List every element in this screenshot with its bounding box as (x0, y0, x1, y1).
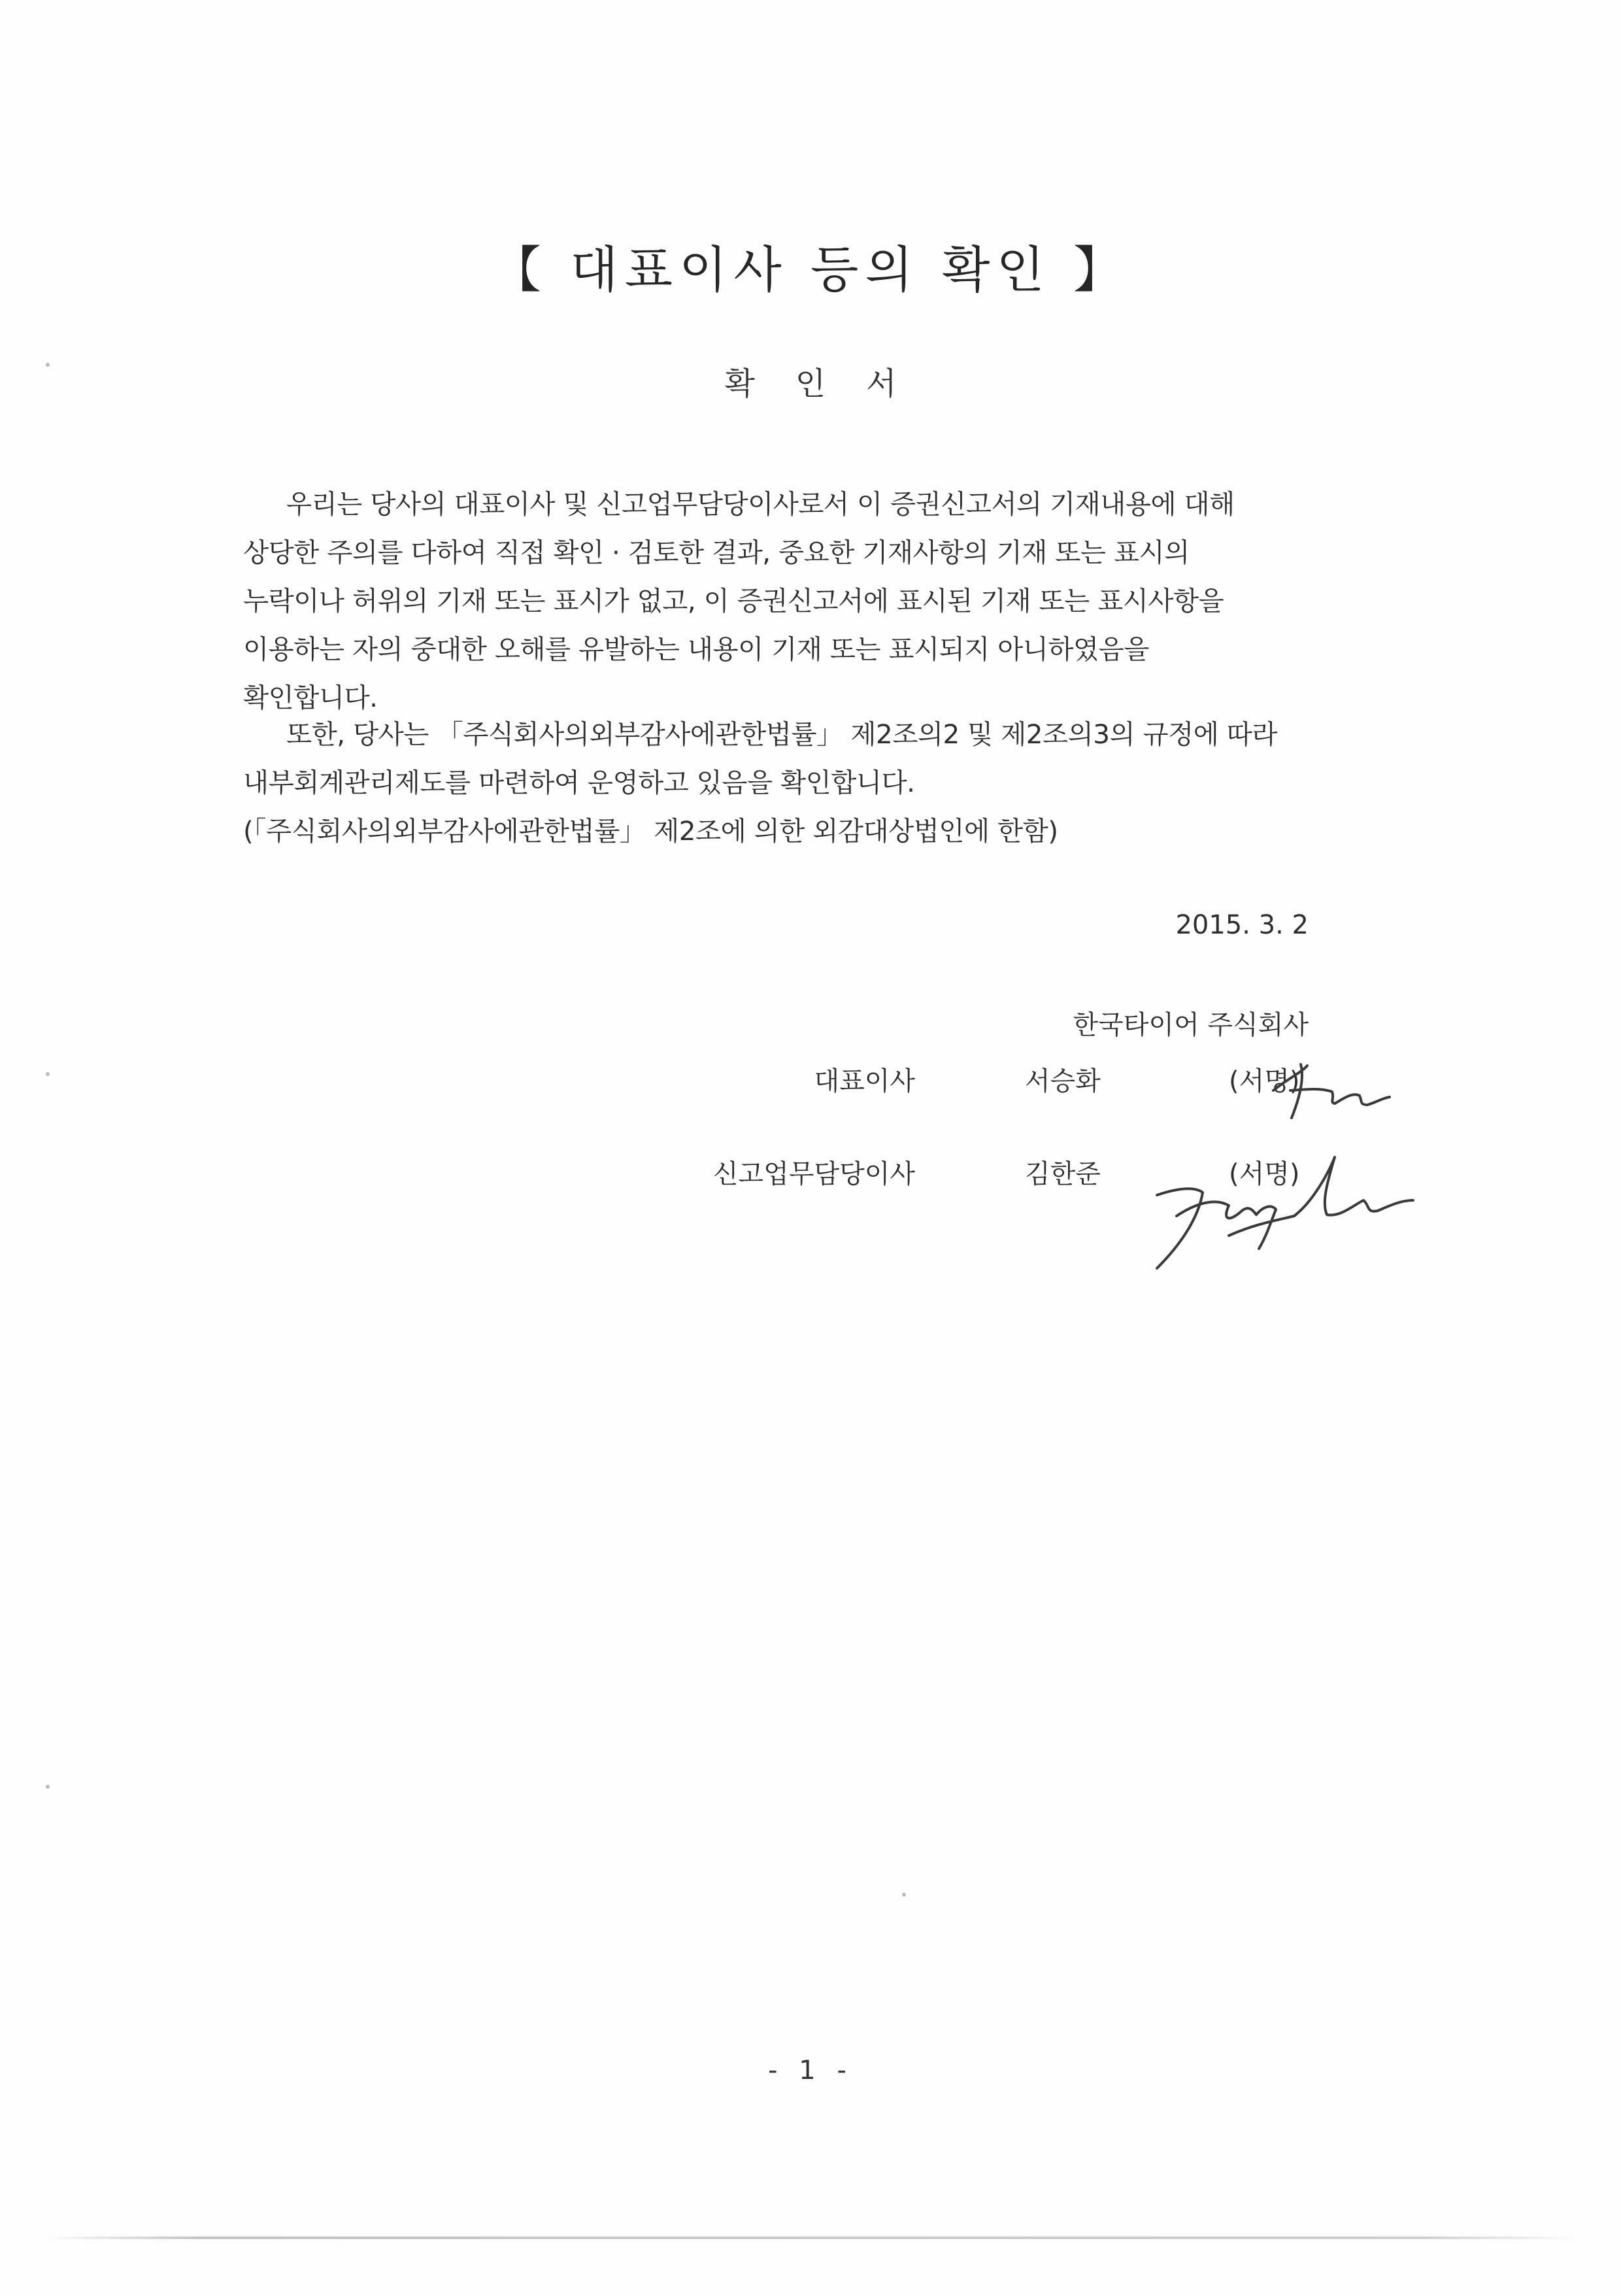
signatory-role: 신고업무담당이사 (712, 1159, 915, 1189)
scan-speck (46, 1072, 50, 1076)
confirmation-paragraph: 우리는 당사의 대표이사 및 신고업무담당이사로서 이 증권신고서의 기재내용에 대해 상당한 주의를 다하여 직접 확인 · 검토한 결과, 중요한 기재사항의 기재 또는 표시의 누락이나 허위의 기재 또는 표시가 없고, 이 증권신고서에 표시된 기재 또는 표시사항을 이용하는 자의 중대한 오해를 유발하는 내용이 기재 또는 표시되지 아니하였음을 확인합니다. (243, 488, 1235, 713)
handwritten-signature-cfo (1131, 1138, 1418, 1275)
company-name: 한국타이어 주식회사 (1073, 1010, 1309, 1040)
scan-edge-shadow (46, 2237, 1575, 2239)
document-date: 2015. 3. 2 (1175, 910, 1309, 940)
page-number: - 1 - (768, 2055, 853, 2085)
signatory-name: 김한준 (1025, 1159, 1101, 1189)
scan-speck (46, 1785, 50, 1789)
handwritten-signature-ceo (1262, 1053, 1392, 1124)
scan-speck (46, 363, 50, 367)
signature-label: (서명) (1229, 1066, 1300, 1096)
signatory-name: 서승화 (1025, 1066, 1101, 1096)
signature-label: (서명) (1229, 1159, 1300, 1189)
document-title: 【 대표이사 등의 확인 】 (492, 241, 1129, 299)
signatory-role: 대표이사 (814, 1066, 915, 1096)
scan-speck (902, 1893, 906, 1897)
internal-control-paragraph: 또한, 당사는 「주식회사의외부감사에관한법률」 제2조의2 및 제2조의3의 규정에 따라 내부회계관리제도를 마련하여 운영하고 있음을 확인합니다.(「주식회사의외부감사에관한법률」 제2조에 의한 외감대상법인에 한함) (243, 718, 1277, 847)
document-subtitle: 확인서 (724, 365, 937, 402)
